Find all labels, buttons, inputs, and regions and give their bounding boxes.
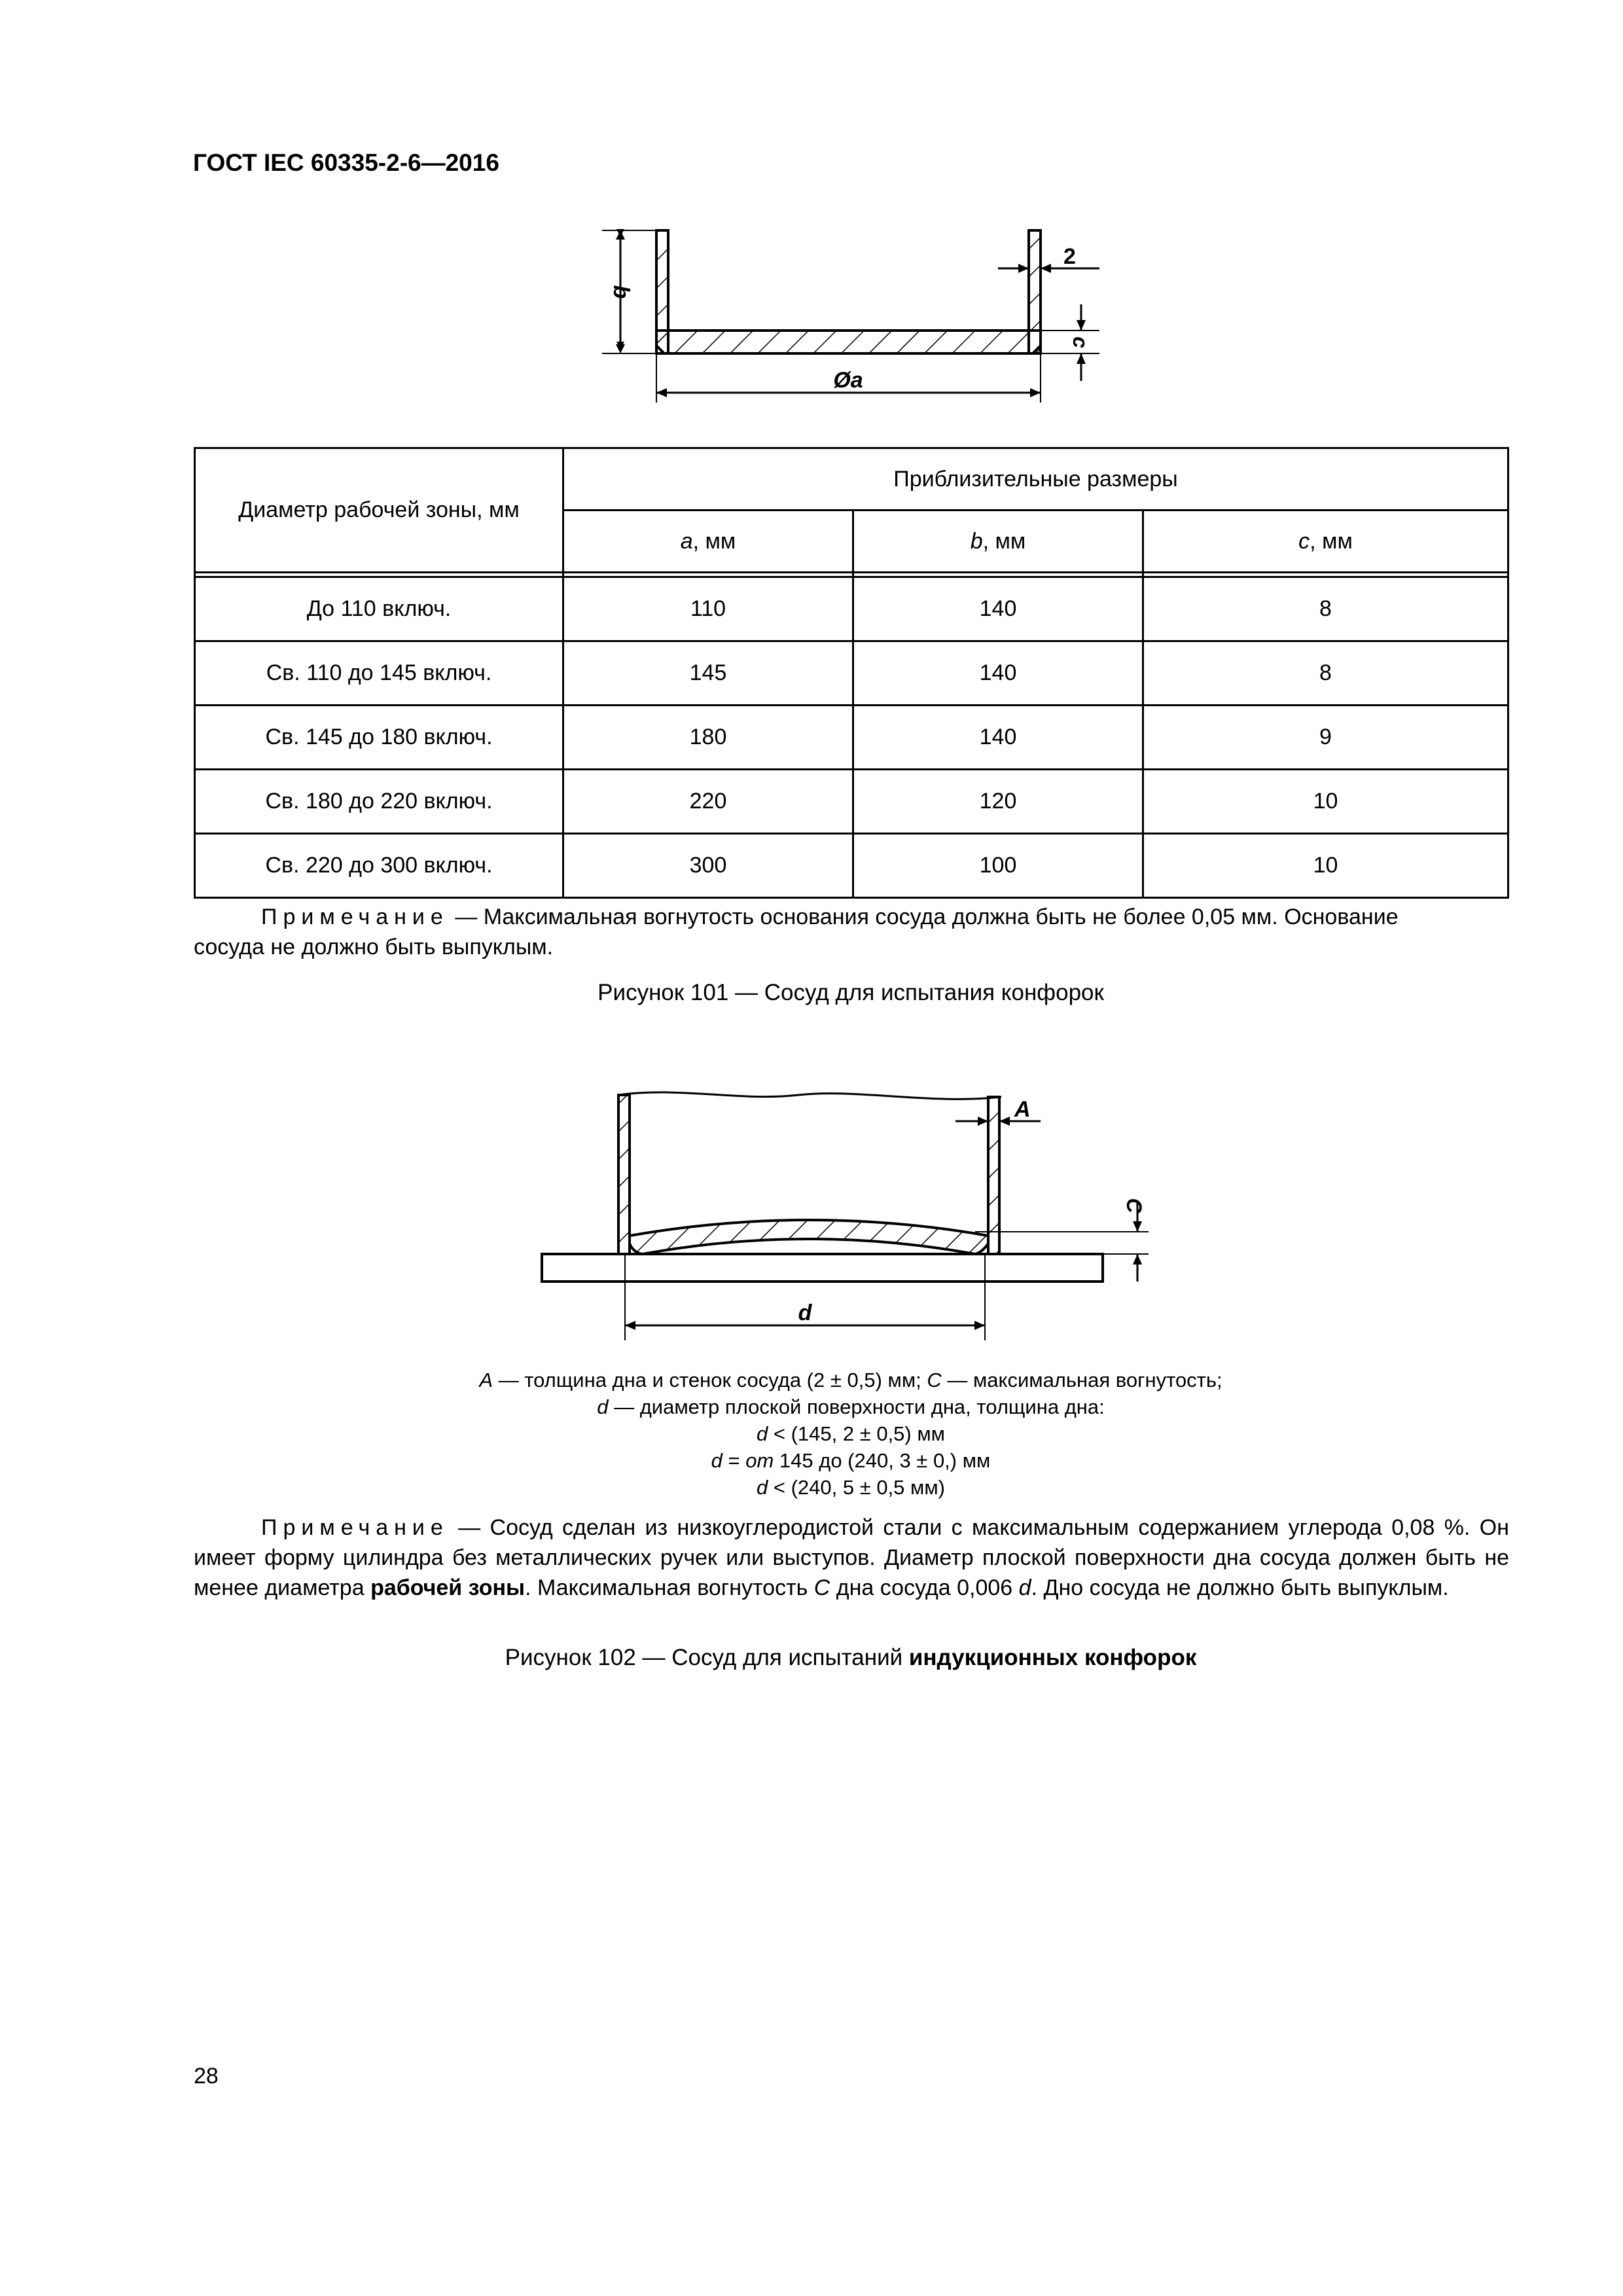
header-approx-dimensions: Приблизительные размеры [563, 448, 1508, 511]
table-row: Св. 220 до 300 включ. 300 100 10 [195, 834, 1508, 898]
figure-102-caption: Рисунок 102 — Сосуд для испытаний индукционных конфорок [505, 1645, 1197, 1670]
vessel-right-wall [988, 1097, 999, 1254]
figure-102-note: Примечание — Сосуд сделан из низкоуглеродистой стали с максимальным содержанием углерода 0,08 %. Он имеет форму цилиндра без металлических ручек или выступов. Диаметр плоской поверхности дна сосуда должен быть не менее диаметра рабочей зоны. Максимальная вогнутость C дна сосуда 0,006 d. Дно сосуда не должно быть выпуклым. [194, 1515, 1509, 1600]
figure-101-caption: Рисунок 101 — Сосуд для испытания конфорок [597, 980, 1104, 1005]
table-row: Св. 110 до 145 включ. 145 140 8 [195, 641, 1508, 706]
table-row: До 110 включ. 110 140 8 [195, 577, 1508, 641]
page-number: 28 [194, 2064, 219, 2089]
label-A: A [1014, 1097, 1031, 1122]
figure-102-legend: A — толщина дна и стенок сосуда (2 ± 0,5) мм; C — максимальная вогнутость; d — диаметр плоской поверхности дна, толщина дна: d < (145, 2 ± 0,5) мм d = от 145 до (240, 3 ± 0,) мм d < (240, 5 ± 0,5 мм) [479, 1369, 1222, 1499]
label-a: Øa [833, 368, 863, 393]
vessel-concave-bottom [630, 1220, 988, 1254]
label-c: c [1069, 336, 1092, 348]
label-b: b [609, 285, 633, 299]
hotplate-surface [542, 1254, 1103, 1282]
dimensions-table [194, 447, 1509, 899]
label-2: 2 [1063, 244, 1076, 269]
vessel-bottom [656, 331, 1041, 353]
table-row: Св. 145 до 180 включ. 180 140 9 [195, 706, 1508, 770]
label-d: d [798, 1300, 812, 1325]
document-header: ГОСТ IEC 60335-2-6—2016 [193, 149, 499, 176]
header-c: c, мм [1143, 511, 1508, 573]
table-row: Св. 180 до 220 включ. 220 120 10 [195, 770, 1508, 834]
figure-101-note: Примечание — Максимальная вогнутость основания сосуда должна быть не более 0,05 мм. Основание сосуда не должно быть выпуклым. [194, 905, 1399, 960]
header-b: b, мм [853, 511, 1143, 573]
header-work-zone: Диаметр рабочей зоны, мм [195, 448, 563, 573]
figure-101-drawing [576, 216, 1126, 412]
figure-102-drawing [537, 1080, 1152, 1368]
label-C: C [1122, 1198, 1146, 1213]
header-a: a, мм [563, 511, 853, 573]
vessel-left-wall [618, 1095, 630, 1254]
